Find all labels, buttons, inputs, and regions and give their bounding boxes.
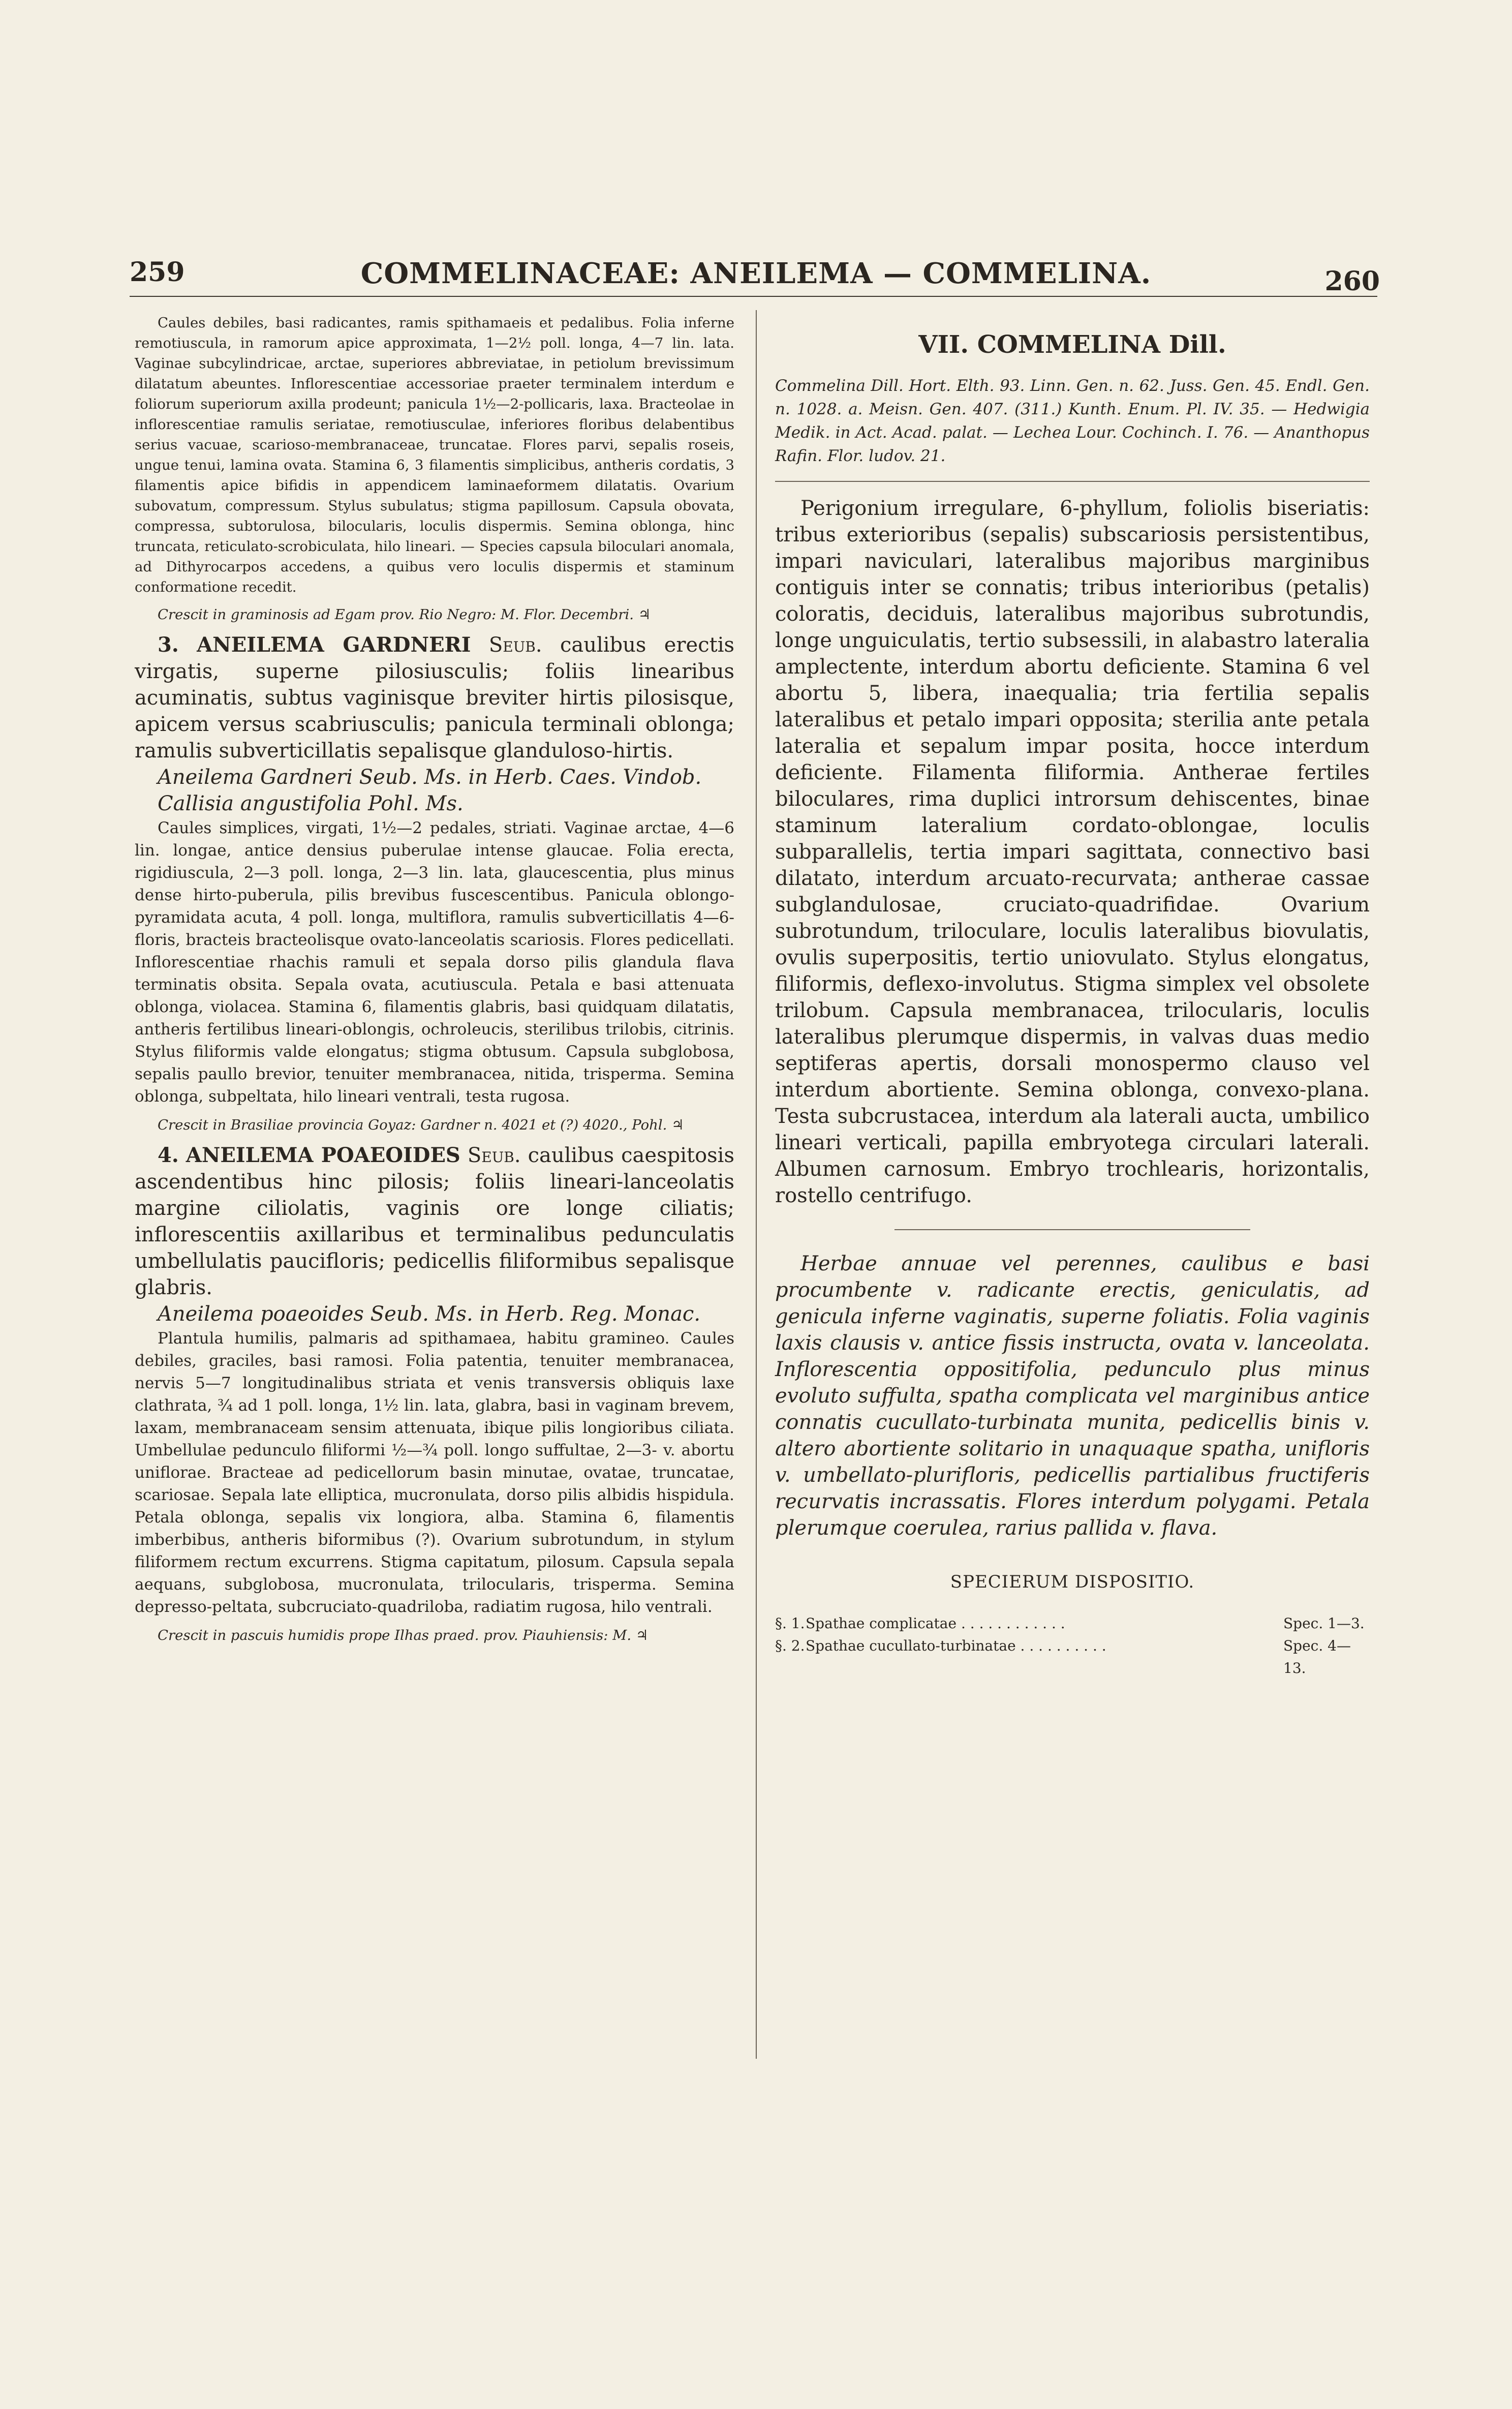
species-2-locality: Crescit in graminosis ad Egam prov. Rio Negro: M. Flor. Decembri. ♃ — [158, 606, 651, 623]
species-3-locality: Crescit in Brasiliae provincia Goyaz: Gardner n. 4021 et (?) 4020., Pohl. ♃ — [158, 1117, 684, 1133]
species-4-diagnosis: caulibus caespitosis ascendentibus hinc pilosis; foliis lineari-lanceolatis margine ciliolatis, vaginis ore longe ciliatis; inflorescentiis axillaribus et terminalibus pedunculatis umbellulatis paucifloris; pedicellis filiformibus sepalisque glabris. — [135, 1144, 734, 1299]
dispositio-species-range: Spec. 1—3. — [1283, 1615, 1365, 1632]
right-column — [775, 313, 1370, 1680]
genus-references: Commelina Dill. Hort. Elth. 93. Linn. Gen. n. 62. Juss. Gen. 45. Endl. Gen. n. 1028. a. Meisn. Gen. 407. (311.) Kunth. Enum. Pl. IV. 35. — Hedwigia Medik. in Act. Acad. palat. — Lechea Lour. Cochinch. I. 76. — Ananthopus Rafin. Flor. ludov. 21. — [775, 377, 1370, 465]
section-rule — [775, 481, 1370, 482]
header-rule — [130, 296, 1377, 297]
genus-title: VII. COMMELINA Dill. — [918, 330, 1226, 359]
dispositio-text: Spathae complicatae . . . . . . . . . . . . — [806, 1615, 1065, 1632]
dispositio-title: SPECIERUM DISPOSITIO. — [950, 1572, 1195, 1592]
dispositio-row — [775, 1612, 1370, 1635]
dispositio-text: Spathae cucullato-turbinatae . . . . . . . . . . — [806, 1637, 1106, 1654]
page-number-left: 259 — [130, 257, 185, 288]
species-3-number: 3. — [158, 633, 179, 657]
dispositio-section: §. 2. — [775, 1637, 805, 1654]
species-3-diagnosis: caulibus erectis virgatis, superne pilosiusculis; foliis linearibus acuminatis, subtus vaginisque breviter hirtis pilosisque, apicem versus scabriusculis; panicula terminali oblonga; ramulis subverticillatis sepalisque glanduloso-hirtis. — [135, 633, 735, 763]
page-header — [0, 257, 1512, 297]
dispositio-species-range: Spec. 4—13. — [1283, 1637, 1351, 1676]
species-2-description: Caules debiles, basi radicantes, ramis spithamaeis et pedalibus. Folia inferne remotiuscula, in ramorum apice approximata, 1—2½ poll. longa, 4—7 lin. lata. Vaginae subcylindricae, arctae, superiores abbreviatae, in petiolum brevissimum dilatatum abeuntes. Inflorescentiae accessoriae praeter terminalem interdum e foliorum superiorum axilla prodeunt; panicula 1½—2-pollicaris, laxa. Bracteolae in inflorescentiae ramulis seriatae, remotiusculae, inferiores floribus delabentibus serius vacuae, scarioso-membranaceae, truncatae. Flores parvi, sepalis roseis, ungue tenui, lamina ovata. Stamina 6, 3 filamentis simplicibus, antheris cordatis, 3 filamentis apice bifidis in appendicem laminaeformem dilatatis. Ovarium subovatum, compressum. Stylus subulatus; stigma papillosum. Capsula obovata, compressa, subtorulosa, bilocularis, loculis dispermis. Semina oblonga, hinc truncata, reticulato-scrobiculata, hilo lineari. — Species capsula biloculari anomala, ad Dithyrocarpos accedens, a quibus vero loculis dispermis et staminum conformatione recedit. — [135, 315, 734, 595]
dispositio-row — [775, 1635, 1370, 1680]
genus-habit: Herbae annuae vel perennes, caulibus e basi procumbente v. radicante erectis, geniculatis, ad genicula inferne vaginatis, superne foliatis. Folia vaginis laxis clausis v. antice fissis instructa, ovata v. lanceolata. Inflorescentia oppositifolia, pedunculo plus minus evoluto suffulta, spatha complicata vel marginibus antice connatis cucullato-turbinata munita, pedicellis binis v. altero abortiente solitario in unaquaque spatha, unifloris v. umbellato-plurifloris, pedicellis partialibus fructiferis recurvatis incrassatis. Flores interdum polygami. Petala plerumque coerulea, rarius pallida v. flava. — [775, 1252, 1370, 1540]
dispositio-list — [775, 1612, 1370, 1680]
species-4-author: Seub. — [467, 1144, 521, 1167]
section-rule-2 — [894, 1229, 1250, 1230]
species-4-heading — [135, 1142, 734, 1301]
species-4-number: 4. — [158, 1143, 179, 1167]
species-3-heading — [135, 632, 734, 764]
dispositio-section: §. 1. — [775, 1615, 805, 1632]
species-3-synonym-1: Aneilema Gardneri Seub. Ms. in Herb. Caes. Vindob. — [158, 766, 702, 789]
species-3-author: Seub. — [488, 633, 542, 657]
species-4-locality: Crescit in pascuis humidis prope Ilhas praed. prov. Piauhiensis: M. ♃ — [158, 1627, 649, 1643]
column-divider — [756, 310, 757, 2059]
species-4-name: ANEILEMA POAEOIDES — [186, 1143, 460, 1167]
running-title: COMMELINACEAE: ANEILEMA — COMMELINA. — [360, 257, 1152, 290]
species-3-description: Caules simplices, virgati, 1½—2 pedales, striati. Vaginae arctae, 4—6 lin. longae, antice densius puberulae intense glaucae. Folia erecta, rigidiuscula, 2—3 poll. longa, 2—3 lin. lata, glaucescentia, plus minus dense hirto-puberula, pilis brevibus fuscescentibus. Panicula oblongo-pyramidata acuta, 4 poll. longa, multiflora, ramulis subverticillatis 4—6-floris, bracteis bracteolisque ovato-lanceolatis scariosis. Flores pedicellati. Inflorescentiae rhachis ramuli et sepala dorso pilis glandula flava terminatis obsita. Sepala ovata, acutiuscula. Petala e basi attenuata oblonga, violacea. Stamina 6, filamentis glabris, basi quidquam dilatatis, antheris fertilibus lineari-oblongis, ochroleucis, sterilibus trilobis, citrinis. Stylus filiformis valde elongatus; stigma obtusum. Capsula subglobosa, sepalis paullo brevior, tenuiter membranacea, nitida, trisperma. Semina oblonga, subpeltata, hilo lineari ventrali, testa rugosa. — [135, 819, 734, 1106]
species-4-description: Plantula humilis, palmaris ad spithamaea, habitu gramineo. Caules debiles, graciles, basi ramosi. Folia patentia, tenuiter membranacea, nervis 5—7 longitudinalibus striata et venis transversis obliquis laxe clathrata, ¾ ad 1 poll. longa, 1½ lin. lata, glabra, basi in vaginam brevem, laxam, membranaceam sensim attenuata, ibique pilis longioribus ciliata. Umbellulae pedunculo filiformi ½—¾ poll. longo suffultae, 2—3- v. abortu uniflorae. Bracteae ad pedicellorum basin minutae, ovatae, truncatae, scariosae. Sepala late elliptica, mucronulata, dorso pilis albidis hispidula. Petala oblonga, sepalis vix longiora, alba. Stamina 6, filamentis imberbibus, antheris biformibus (?). Ovarium subrotundum, in stylum filiformem rectum excurrens. Stigma capitatum, pilosum. Capsula sepala aequans, subglobosa, mucronulata, trilocularis, trisperma. Semina depresso-peltata, subcruciato-quadriloba, radiatim rugosa, hilo ventrali. — [135, 1329, 734, 1616]
page-number-right: 260 — [1324, 266, 1380, 297]
left-column — [135, 313, 734, 1653]
species-3-name: ANEILEMA GARDNERI — [197, 633, 471, 657]
species-4-synonym: Aneilema poaeoides Seub. Ms. in Herb. Reg. Monac. — [158, 1302, 701, 1326]
species-3-synonym-2: Callisia angustifolia Pohl. Ms. — [158, 792, 464, 815]
genus-character: Perigonium irregulare, 6-phyllum, foliolis biseriatis: tribus exterioribus (sepalis) subscariosis persistentibus, impari naviculari, lateralibus majoribus marginibus contiguis inter se connatis; tribus interioribus (petalis) coloratis, deciduis, lateralibus majoribus subrotundis, longe unguiculatis, tertio subsessili, in alabastro lateralia amplectente, interdum abortu deficiente. Stamina 6 vel abortu 5, libera, inaequalia; tria fertilia sepalis lateralibus et petalo impari opposita; sterilia ante petala lateralia et sepalum impar posita, hocce interdum deficiente. Filamenta filiformia. Antherae fertiles biloculares, rima duplici introrsum dehiscentes, binae staminum lateralium cordato-oblongae, loculis subparallelis, tertia impari sagittata, connectivo basi dilatato, interdum arcuato-recurvata; antherae cassae subglandulosae, cruciato-quadrifidae. Ovarium subrotundum, triloculare, loculis lateralibus biovulatis, ovulis superpositis, tertio uniovulato. Stylus elongatus, filiformis, deflexo-involutus. Stigma simplex vel obsolete trilobum. Capsula membranacea, trilocularis, loculis lateralibus plerumque dispermis, in valvas duas medio septiferas apertis, dorsali monospermo clauso vel interdum abortiente. Semina oblonga, convexo-plana. Testa subcrustacea, interdum ala laterali aucta, umbilico lineari verticali, papilla embryotega circulari laterali. Albumen carnosum. Embryo trochlearis, horizontalis, rostello centrifugo. — [775, 497, 1370, 1207]
